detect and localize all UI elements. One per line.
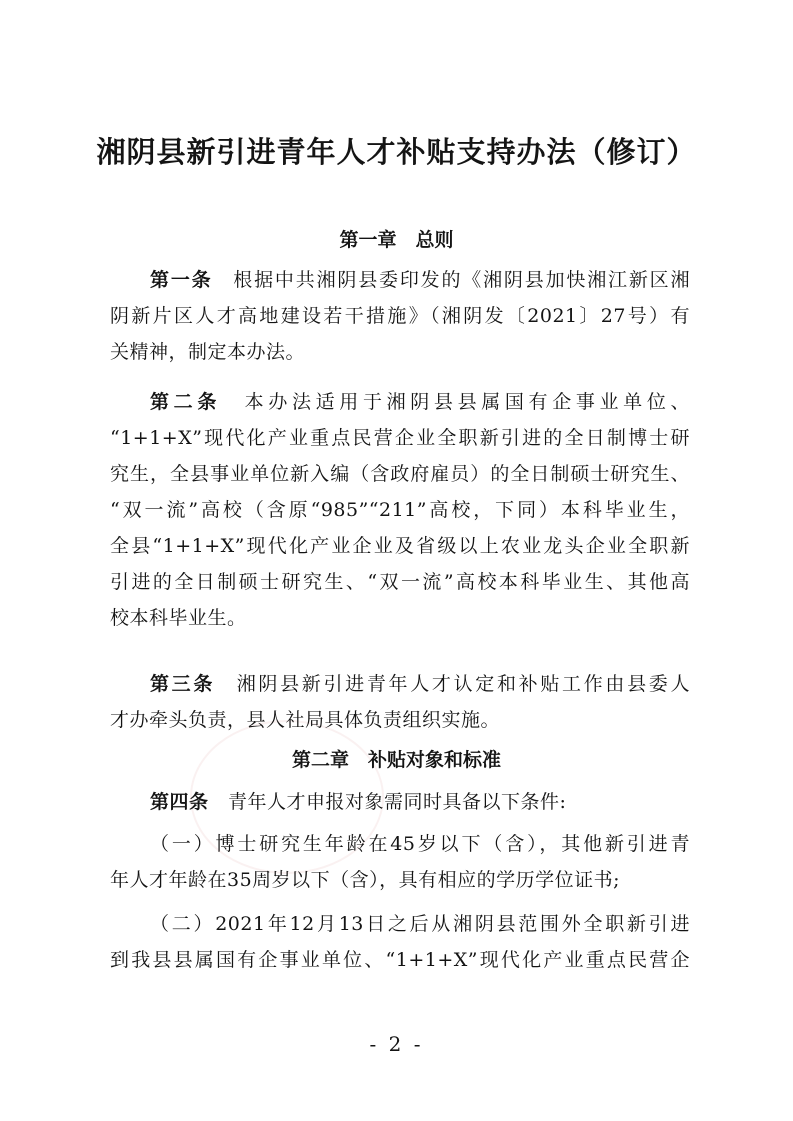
chapter-one-heading: 第一章 总则: [339, 229, 454, 251]
article-2-line: 第二条 本办法适用于湘阴县县属国有企事业单位、: [150, 391, 690, 413]
article-2-line: 究生，全县事业单位新入编（含政府雇员）的全日制硕士研究生、: [110, 463, 690, 485]
article-3-label: 第三条: [150, 673, 216, 695]
article-3-line: 才办牵头负责，县人社局具体负责组织实施。: [110, 709, 501, 731]
article-3: [110, 666, 690, 738]
article-2-line: 校本科毕业生。: [110, 607, 247, 629]
chapter-two-heading: 第二章 补贴对象和标准: [291, 749, 501, 771]
article-2-line: “1+1+X”现代化产业重点民营企业全职新引进的全日制博士研: [110, 427, 690, 449]
condition-item-1-line: （一）博士研究生年龄在45岁以下（含），其他新引进青: [150, 833, 690, 855]
document-title: 湘阴县新引进青年人才补贴支持办法（修订）: [96, 135, 697, 169]
condition-item-2-line: （二）2021年12月13日之后从湘阴县范围外全职新引进: [150, 913, 690, 935]
article-4-line: 第四条 青年人才申报对象需同时具备以下条件:: [150, 791, 567, 813]
article-1-line: 第一条 根据中共湘阴县委印发的《湘阴县加快湘江新区湘: [150, 269, 690, 291]
article-2-line: 全县“1+1+X”现代化产业企业及省级以上农业龙头企业全职新: [110, 535, 690, 557]
article-2-label: 第二条: [150, 391, 221, 413]
condition-item-2-line: 到我县县属国有企事业单位、“1+1+X”现代化产业重点民营企: [110, 949, 690, 971]
article-1: [110, 262, 690, 370]
article-1-line: 关精神，制定本办法。: [110, 341, 306, 363]
article-1-line: 阴新片区人才高地建设若干措施》（湘阴发〔2021〕27号）有: [110, 305, 690, 327]
condition-item-2: [110, 906, 690, 978]
article-3-line: 第三条 湘阴县新引进青年人才认定和补贴工作由县委人: [150, 673, 690, 695]
condition-item-1: [110, 826, 690, 898]
article-2: [110, 384, 690, 636]
article-1-label: 第一条: [150, 269, 213, 291]
page-number: - 2 -: [369, 1032, 424, 1056]
article-2-line: 引进的全日制硕士研究生、“双一流”高校本科毕业生、其他高: [110, 571, 690, 593]
article-4: [110, 784, 690, 820]
article-4-label: 第四条: [150, 791, 209, 813]
condition-item-1-line: 年人才年龄在35周岁以下（含），具有相应的学历学位证书;: [110, 869, 621, 891]
article-2-line: “双一流”高校（含原“985”“211”高校，下同）本科毕业生，: [110, 499, 690, 521]
